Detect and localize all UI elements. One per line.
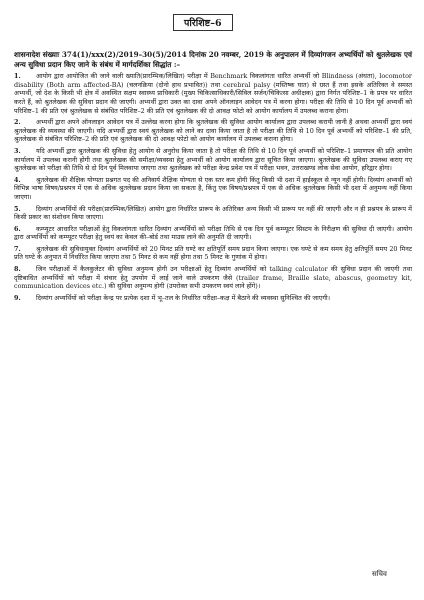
- item-text: दिव्यांग अभ्यर्थियों की परीक्षा(प्रारम्भिक/लिखित) आयोग द्वारा निर्धारित प्रारूप के अतिरिक्त अन्य किसी भी प्रारूप पर नहीं की जाएगी और न ही प्रश्नपत्र के प्रारूप में किसी प्रकार का संशोधन किया जाएगा।: [14, 204, 412, 222]
- item-number: 3.: [14, 146, 21, 155]
- item-text: दिव्यांग अभ्यर्थियों को परीक्षा केन्द्र पर प्रत्येक दशा में भू–तल के निर्धारित परीक्षा–कक्ष में बैठाने की व्यवस्था सुनिश्चित की जाएगी।: [36, 293, 331, 302]
- signatory-designation: सचिव: [372, 570, 387, 578]
- guideline-item-2: [14, 118, 412, 144]
- item-text: श्रुतलेखक की सुविधायुक्त दिव्यांग अभ्यर्थियों को 20 मिनट प्रति घण्टे का क्षतिपूर्ति समय प्रदान किया जाएगा। एक घण्टे से कम समय हेतु क्षतिपूर्ति समय 20 मिनट प्रति घण्टे के अनुपात में निर्धारित किया जाएगा तथा 5 मिनट से कम नहीं होगा तथा 5 मिनट के गुणांक में होगा।: [14, 244, 412, 262]
- item-text: कम्प्यूटर आधारित परीक्षाओं हेतु विकलांगता धारित दिव्यांग अभ्यर्थियों को परीक्षा तिथि से एक दिन पूर्व कम्प्यूटर सिस्टम के निरीक्षण की सुविधा दी जाएगी। आयोग द्वारा अभ्यर्थियों को कम्प्यूटर परीक्षा हेतु स्वयं का केवल की–बोर्ड तथा माउस लाने की अनुमति दी जाएगी।: [14, 224, 412, 242]
- item-number: 8.: [14, 265, 21, 274]
- item-text: अभ्यर्थी द्वारा अपने ऑनलाइन आवेदन पत्र में उल्लेख करना होगा कि श्रुतलेखक की सुविधा आयोग कार्यालय द्वारा उपलब्ध करायी जानी है अथवा अभ्यर्थी द्वारा स्वयं श्रुतलेखक की व्यवस्था की जाएगी। यदि अभ्यर्थी द्वारा स्वयं श्रुतलेखक को लाने का दावा किया जाता है तो परीक्षा की तिथि से 10 दिन पूर्व अभ्यर्थी को परिशिष्ट–1 की प्रति, श्रुतलेखक से संबंधित परिशिष्ट–2 की प्रति एवं श्रुतलेखक की दो आवक्ष फोटो को आयोग कार्यालय में उपलब्ध कराना होगा।: [14, 118, 412, 144]
- order-reference-text: शासनादेश संख्याः 374(1)/xxx(2)/2019–30(5)/2014 दिनांक 20 नवम्बर, 2019 के अनुपालन में दिव्यांगजन अभ्यर्थियों को श्रुतलेखक एवं अन्य सुविधा प्रदान किए जाने के संबंध में मार्गदर्शिका सिद्धांत :–: [14, 50, 412, 69]
- guideline-item-7: [14, 245, 412, 262]
- item-text: जिन परीक्षाओं में कैलकुलेटर की सुविधा अनुमन्य होगी उन परीक्षाओं हेतु दिव्यांग अभ्यर्थियों को talking calculator की सुविधा प्रदान की जाएगी तथा दृष्टिबाधित अभ्यर्थियों को परीक्षा में संचार हेतु उपयोग में लाई जाने वाले उपकरण जैसे (trailer frame, Braille slate, abascus, geometry kit, communication devices etc.) की सुविधा अनुमन्य होगी (उपरोक्त सभी उपकरण स्वयं लाने होंगे)।: [14, 265, 412, 291]
- document-body: [14, 50, 412, 305]
- guideline-item-5: [14, 205, 412, 222]
- item-text: श्रुतलेखक की शैक्षिक योग्यता प्रश्नगत पद की अनिवार्य शैक्षिक योग्यता से एक स्तर कम होगी किंतु किसी भी दशा में हाईस्कूल से न्यून नहीं होगी। दिव्यांग अभ्यर्थी को विभिन्न भाषा विषय/प्रश्नपत्र में एक से अधिक श्रुतलेखक प्रदान किया जा सकता है, किंतु एक विषय/प्रश्नपत्र में एक से अधिक श्रुतलेखक किसी भी दशा में अनुमन्य नहीं किया जाएगा।: [14, 175, 412, 201]
- item-text: आयोग द्वारा आयोजित की जाने वाली ख्याति(प्रारम्भिक/लिखित) परीक्षा में Benchmark विकलांगता धारित अभ्यर्थी जो Blindness (अंधता), locomotor disability (Both arm affected-BA) (चलनक्रिया (दोनो हाथ प्रभावित)) तथा cerebral palsy (मस्तिष्क घात) से ग्रस्त हैं तथा इसके अतिरिक्त वे समस्त अभ्यर्थी, जो देश के किसी भी क्षेत्र में अवस्थित सक्षम स्वास्थ्य प्राधिकारी (मुख्य चिकित्साधिकारी/सिविल सर्जन/चिकित्सा अधीक्षक) द्वारा निर्गत परिशिष्ट–1 के प्रपत्र पर धारित करते हैं, को श्रुतलेखक की सुविधा प्रदान की जाएगी। अभ्यर्थी द्वारा उक्त का दावा अपने ऑनलाइन आवेदन पत्र में करना होगा। परीक्षा की तिथि से 10 दिन पूर्व अभ्यर्थी को परिशिष्ट–1 की प्रति एवं श्रुतलेखक से संबंधित परिशिष्ट–2 की प्रति एवं श्रुतलेखक की दो आवक्ष फोटो को आयोग कार्यालय में उपलब्ध कराना होगा।: [14, 72, 412, 115]
- appendix-title: परिशिष्ट–6: [173, 14, 233, 31]
- item-number: 9.: [14, 293, 21, 302]
- guideline-item-9: [14, 294, 412, 303]
- item-number: 2.: [14, 118, 21, 127]
- item-number: 6.: [14, 224, 21, 233]
- guideline-item-8: [14, 265, 412, 291]
- item-number: 1.: [14, 72, 21, 81]
- item-text: यदि अभ्यर्थी द्वारा श्रुतलेखक की सुविधा हेतु आयोग से अनुरोध किया जाता है तो परीक्षा की तिथि से 10 दिन पूर्व अभ्यर्थी को परिशिष्ट–1 प्रमाणपत्र की प्रति आयोग कार्यालय में उपलब्ध करानी होगी तथा श्रुतलेखक की समीक्षा/व्यवस्था हेतु अभ्यर्थी को आयोग कार्यालय द्वारा सूचित किया जाएगा। श्रुतलेखक की सुविधा उपलब्ध कराए गए श्रुतलेखक को परीक्षा की तिथि से दो दिन पूर्व मिलवाया जाएगा तथा श्रुतलेखक को परीक्षा केन्द्र प्रवेश पत्र में परीक्षा भवन, उत्तराखण्ड लोक सेवा आयोग, हरिद्वार होगा।: [14, 146, 412, 173]
- item-number: 5.: [14, 204, 21, 213]
- order-reference-heading: [14, 50, 412, 69]
- guideline-item-4: [14, 176, 412, 202]
- item-number: 7.: [14, 244, 21, 253]
- item-number: 4.: [14, 175, 21, 184]
- guideline-item-3: [14, 147, 412, 173]
- guideline-item-6: [14, 225, 412, 242]
- guideline-item-1: [14, 72, 412, 115]
